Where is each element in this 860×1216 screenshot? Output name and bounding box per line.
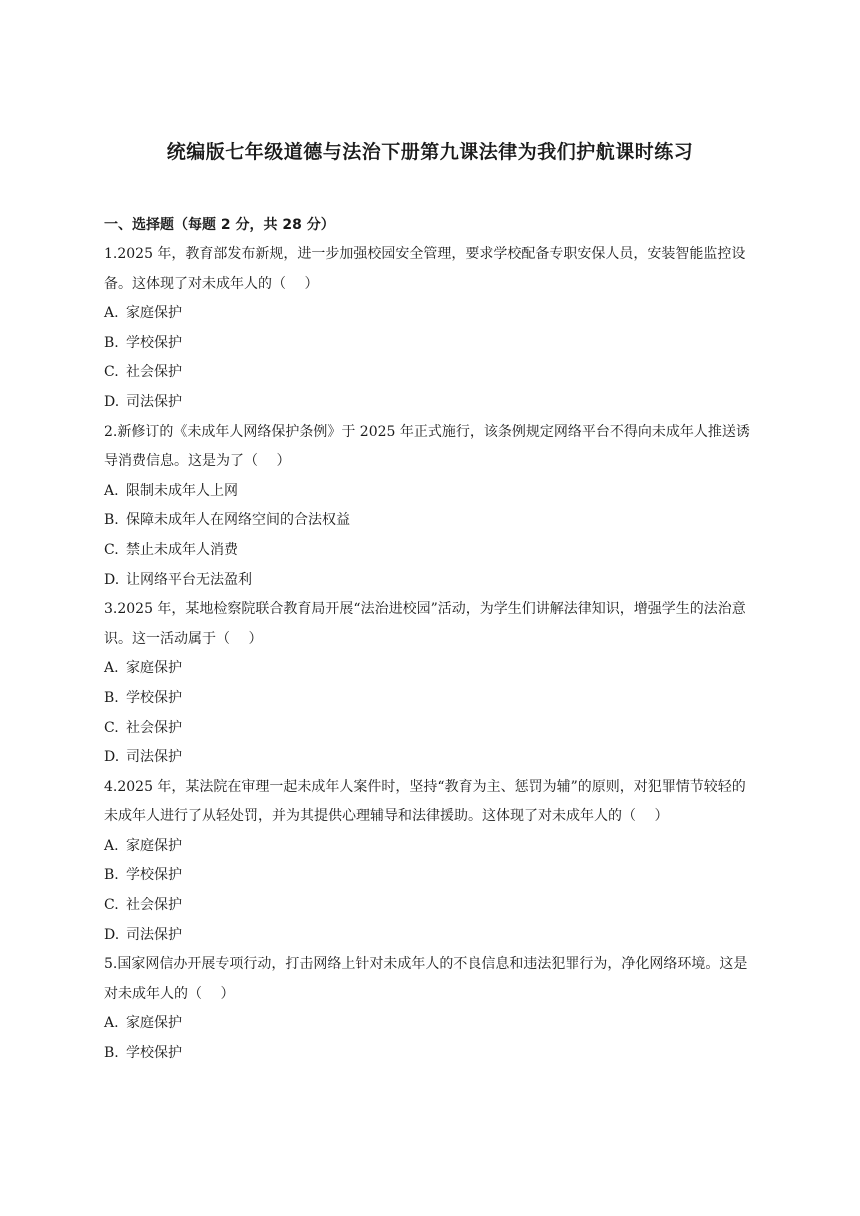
option-letter: D. xyxy=(104,571,120,588)
option-letter: D. xyxy=(104,393,120,410)
option-letter: B. xyxy=(104,1045,119,1062)
question-3-option-b xyxy=(104,684,754,714)
question-2 xyxy=(104,418,754,596)
question-4-option-b xyxy=(104,861,754,891)
question-2-stem: 2.新修订的《未成年人网络保护条例》于 2025 年正式施行，该条例规定网络平台不得向未成年人推送诱导消费信息。这是为了（ ） xyxy=(104,423,750,470)
option-text: 司法保护 xyxy=(126,749,182,766)
option-text: 司法保护 xyxy=(126,926,182,943)
option-text: 司法保护 xyxy=(126,393,182,410)
option-letter: B. xyxy=(104,512,119,529)
question-2-option-d xyxy=(104,566,754,596)
question-list xyxy=(104,240,754,1069)
option-letter: A. xyxy=(104,482,119,499)
option-letter: B. xyxy=(104,689,119,706)
question-1-option-c xyxy=(104,358,754,388)
option-text: 家庭保护 xyxy=(126,1015,182,1032)
option-text: 家庭保护 xyxy=(126,837,182,854)
option-text: 禁止未成年人消费 xyxy=(126,541,238,558)
question-2-option-b xyxy=(104,506,754,536)
option-letter: A. xyxy=(104,837,119,854)
document-title: 统编版七年级道德与法治下册第九课法律为我们护航课时练习 xyxy=(166,141,694,163)
question-5-option-b xyxy=(104,1039,754,1069)
question-3 xyxy=(104,595,754,773)
question-4-option-a xyxy=(104,832,754,862)
question-1-option-b xyxy=(104,329,754,359)
section-heading: 一、选择题（每题 2 分，共 28 分） xyxy=(104,217,335,233)
question-2-option-c xyxy=(104,536,754,566)
question-4-stem: 4.2025 年，某法院在审理一起未成年人案件时，坚持“教育为主、惩罚为辅”的原则，对犯罪情节较轻的未成年人进行了从轻处罚，并为其提供心理辅导和法律援助。这体现了对未成年人的（ ） xyxy=(104,778,746,825)
question-3-stem: 3.2025 年，某地检察院联合教育局开展“法治进校园”活动，为学生们讲解法律知识，增强学生的法治意识。这一活动属于（ ） xyxy=(104,601,746,647)
question-2-option-a xyxy=(104,477,754,507)
option-letter: D. xyxy=(104,749,120,766)
option-text: 学校保护 xyxy=(126,334,182,351)
option-text: 让网络平台无法盈利 xyxy=(126,571,252,588)
question-4-option-d xyxy=(104,921,754,951)
question-5-stem: 5.国家网信办开展专项行动，打击网络上针对未成年人的不良信息和违法犯罪行为，净化网络环境。这是对未成年人的（ ） xyxy=(104,956,748,1002)
option-text: 学校保护 xyxy=(126,689,182,706)
option-text: 限制未成年人上网 xyxy=(126,482,238,499)
question-4-option-c xyxy=(104,891,754,921)
question-5-option-a xyxy=(104,1009,754,1039)
option-letter: C. xyxy=(104,719,119,736)
option-letter: B. xyxy=(104,867,119,884)
option-letter: C. xyxy=(104,541,119,558)
option-letter: D. xyxy=(104,926,120,943)
option-text: 家庭保护 xyxy=(126,660,182,677)
option-text: 社会保护 xyxy=(126,364,182,381)
question-3-option-d xyxy=(104,743,754,773)
question-1-stem: 1.2025 年，教育部发布新规，进一步加强校园安全管理，要求学校配备专职安保人员，安装智能监控设备。这体现了对未成年人的（ ） xyxy=(104,246,746,292)
option-text: 学校保护 xyxy=(126,1045,182,1062)
option-text: 社会保护 xyxy=(126,719,182,736)
question-3-option-a xyxy=(104,654,754,684)
option-letter: B. xyxy=(104,334,119,351)
question-1-option-d xyxy=(104,388,754,418)
option-text: 家庭保护 xyxy=(126,305,182,322)
question-1-option-a xyxy=(104,299,754,329)
option-text: 社会保护 xyxy=(126,897,182,914)
option-letter: A. xyxy=(104,1015,119,1032)
question-3-option-c xyxy=(104,714,754,744)
question-4 xyxy=(104,773,754,951)
option-letter: C. xyxy=(104,897,119,914)
option-letter: A. xyxy=(104,660,119,677)
option-letter: C. xyxy=(104,364,119,381)
question-5 xyxy=(104,950,754,1068)
option-text: 保障未成年人在网络空间的合法权益 xyxy=(126,512,350,529)
question-1 xyxy=(104,240,754,418)
option-text: 学校保护 xyxy=(126,867,182,884)
option-letter: A. xyxy=(104,305,119,322)
